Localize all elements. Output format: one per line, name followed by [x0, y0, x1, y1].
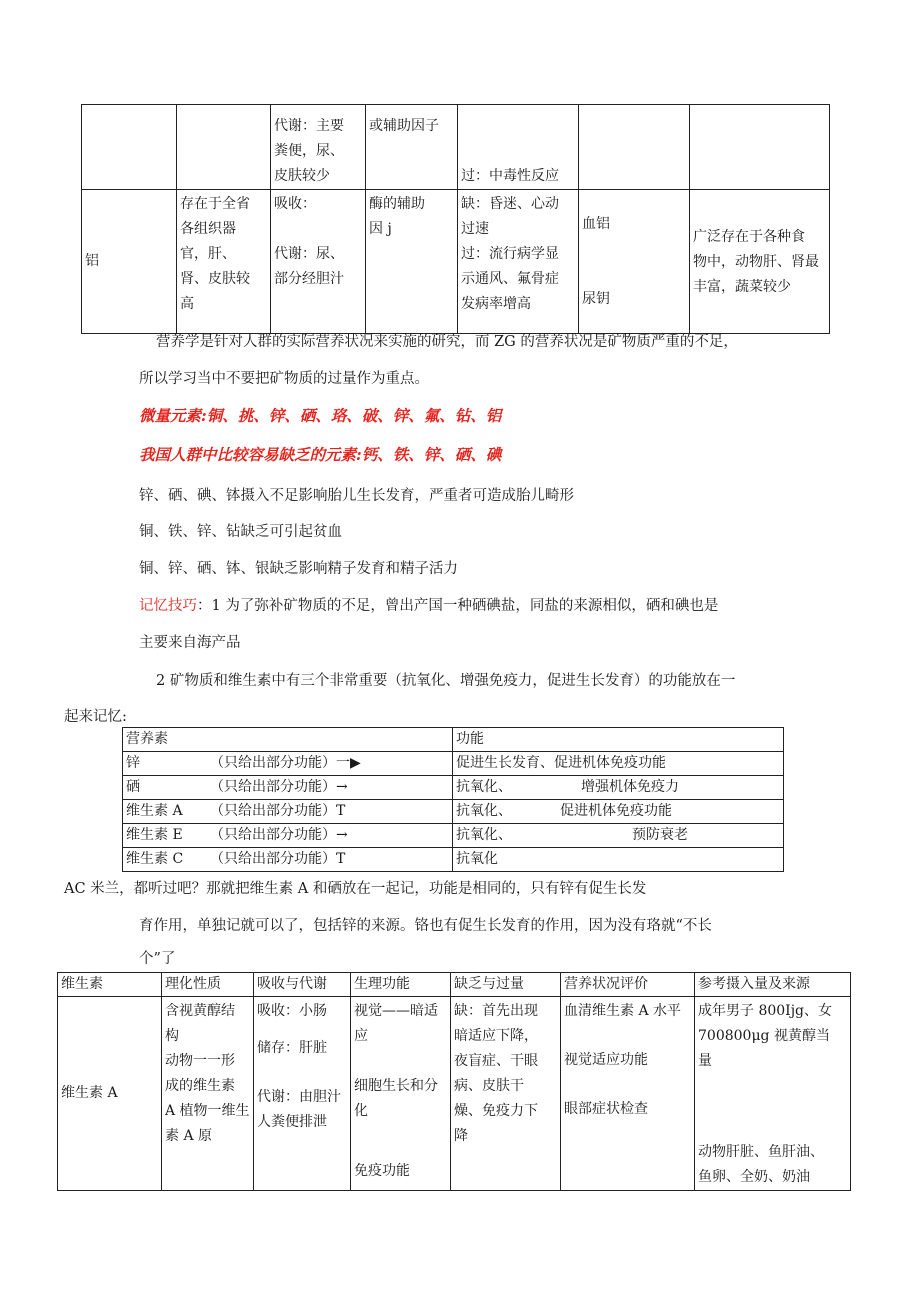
- nutrient-name: 硒: [126, 779, 140, 795]
- cell: [82, 105, 177, 190]
- function-table: [122, 727, 784, 872]
- cell: [690, 105, 830, 190]
- nutrient-note: （只给出部分功能）T: [210, 851, 346, 867]
- nutrient-name: 维生素 C: [126, 851, 184, 867]
- cell-text: 构: [165, 1028, 179, 1044]
- table-row: [82, 105, 830, 190]
- cell-text: 广泛存在于各种食: [693, 229, 805, 245]
- cell-text: 物中，动物肝、肾最: [693, 254, 819, 270]
- cell-text: 鱼卵、全奶、奶油: [698, 1169, 810, 1185]
- cell-text: 部分经胆汁: [274, 271, 344, 287]
- cell-text: 代谢：尿、: [274, 246, 344, 262]
- cell-text: 动物一一形: [165, 1053, 235, 1069]
- paragraph-line: 营养学是针对人群的实际营养状况来实施的研究，而 ZG 的营养状况是矿物质严重的不足，: [156, 334, 738, 350]
- nutrient-note: （只给出部分功能）一▶: [210, 755, 361, 771]
- table-row: [123, 824, 784, 848]
- function-text: 抗氧化、: [456, 827, 512, 843]
- column-header: 吸收与代谢: [254, 973, 351, 997]
- cell-text: 过：中毒性反应: [461, 168, 559, 184]
- cell: [177, 105, 271, 190]
- intake-text: 成年男子 800I: [698, 1003, 791, 1019]
- cell: [58, 997, 162, 1191]
- cell-text: 燥、免疫力下: [454, 1103, 538, 1119]
- intake-text: jg、女: [790, 1003, 833, 1019]
- cell: [351, 997, 451, 1191]
- memo-line: [139, 594, 718, 615]
- function-text: 预防衰老: [632, 827, 688, 843]
- column-header: 缺乏与过量: [451, 973, 561, 997]
- cell: [579, 105, 690, 190]
- cell-text: 细胞生长和分: [354, 1078, 438, 1094]
- cell-text: 眼部症状检查: [564, 1101, 648, 1117]
- trace-elements-heading: 微量元素:铜、挑、锌、硒、珞、破、锌、氟、钻、铝: [139, 406, 502, 425]
- cell: [366, 190, 458, 334]
- cell: [690, 190, 830, 334]
- cell-text: 肾、皮肤较: [180, 271, 250, 287]
- cell: [458, 190, 579, 334]
- table-header-row: [58, 973, 851, 997]
- cell-text: 应: [354, 1028, 368, 1044]
- paragraph-line: 铜、铁、锌、钻缺乏可引起贫血: [139, 524, 342, 540]
- paragraph-line: 主要来自海产品: [139, 635, 241, 651]
- function-cell: [453, 848, 784, 872]
- table-row: [123, 848, 784, 872]
- vitamin-name: 维生素 A: [61, 1085, 118, 1101]
- table-row: [58, 997, 851, 1191]
- function-text: 增强机体免疫力: [581, 779, 679, 795]
- column-header: 生理功能: [351, 973, 451, 997]
- cell-text: 各组织器: [180, 221, 236, 237]
- cell-text: 尿钥: [582, 291, 610, 307]
- cell-text: 化: [354, 1103, 368, 1119]
- cell-text: 暗适应下降，: [454, 1028, 538, 1044]
- cell-text: 成的维生素: [165, 1078, 235, 1094]
- cell: [162, 997, 254, 1191]
- cell-text: 病、皮肤干: [454, 1078, 524, 1094]
- cell: [271, 190, 366, 334]
- column-header: 营养素: [123, 728, 453, 752]
- nutrient-cell: [123, 848, 453, 872]
- cell: [458, 105, 579, 190]
- cell-text: 储存：肝脏: [257, 1040, 327, 1056]
- cell: [695, 997, 851, 1191]
- paragraph-line: 所以学习当中不要把矿物质的过量作为重点。: [139, 371, 429, 387]
- paragraph-line: 起来记忆:: [64, 709, 127, 725]
- function-text: 促进生长发育、促进机体免疫功能: [456, 755, 666, 771]
- cell-text: 量: [698, 1053, 712, 1069]
- nutrient-name: 维生素 E: [126, 827, 183, 843]
- cell-text: 700800μg 视黄醇当: [698, 1028, 830, 1044]
- nutrient-cell: [123, 800, 453, 824]
- function-cell: [453, 752, 784, 776]
- paragraph-line: 个”了: [139, 951, 176, 967]
- function-text: 促进机体免疫功能: [560, 803, 672, 819]
- element-name: 铝: [85, 253, 99, 269]
- function-cell: [453, 800, 784, 824]
- cell: [254, 997, 351, 1191]
- function-text: 抗氧化、: [456, 803, 512, 819]
- nutrient-name: 维生素 A: [126, 803, 183, 819]
- table-row: [82, 190, 830, 334]
- paragraph-line: AC 米兰，都听过吧？那就把维生素 A 和硒放在一起记，功能是相同的，只有锌有促生长发: [64, 881, 647, 897]
- cell-text: 缺：首先出现: [454, 1003, 538, 1019]
- function-cell: [453, 824, 784, 848]
- cell-text: 或辅助因子: [369, 118, 439, 134]
- cell-text: 示通风、氟骨症: [461, 271, 559, 287]
- nutrient-note: （只给出部分功能）→: [210, 779, 348, 795]
- cell: [177, 190, 271, 334]
- cell-text: 素 A 原: [165, 1128, 213, 1144]
- nutrient-cell: [123, 776, 453, 800]
- cell: [561, 997, 695, 1191]
- cell-text: 发病率增高: [461, 296, 531, 312]
- cell-text: 免疫功能: [354, 1163, 410, 1179]
- column-header: 理化性质: [162, 973, 254, 997]
- column-header: 营养状况评价: [561, 973, 695, 997]
- paragraph-line: 2 矿物质和维生素中有三个非常重要（抗氧化、增强免疫力，促进生长发育）的功能放在一: [156, 673, 736, 689]
- cell-text: 血清维生素 A 水平: [564, 1003, 682, 1019]
- cell-text: 夜盲症、干眼: [454, 1053, 538, 1069]
- cell-text: 因 j: [369, 221, 392, 237]
- paragraph-line: 育作用，单独记就可以了，包括锌的来源。铬也有促生长发育的作用，因为没有珞就“不长: [139, 918, 712, 934]
- cell-text: 人粪便排泄: [257, 1114, 327, 1130]
- paragraph-line: 锌、硒、碘、钵摄入不足影响胎儿生长发育，严重者可造成胎儿畸形: [139, 488, 574, 504]
- cell-text: 酶的辅助: [369, 196, 425, 212]
- table-row: [123, 776, 784, 800]
- memo-text: ：1 为了弥补矿物质的不足，曾出产国一种硒碘盐，同盐的来源相似，硒和碘也是: [197, 598, 719, 614]
- column-header: 参考摄入量及来源: [695, 973, 851, 997]
- table-header-row: [123, 728, 784, 752]
- cell-text: 动物肝脏、鱼肝油、: [698, 1144, 824, 1160]
- cell-text: 吸收：小肠: [257, 1003, 327, 1019]
- cell: [451, 997, 561, 1191]
- nutrient-note: （只给出部分功能）T: [210, 803, 346, 819]
- cell-text: 过：流行病学显: [461, 246, 559, 262]
- cell-text: 皮肤较少: [274, 168, 330, 184]
- nutrient-note: （只给出部分功能）→: [210, 827, 348, 843]
- nutrient-name: 锌: [126, 755, 140, 771]
- cell-text: 丰富，蔬菜较少: [693, 279, 791, 295]
- function-cell: [453, 776, 784, 800]
- cell-text: 缺：昏迷、心动: [461, 196, 559, 212]
- table-row: [123, 752, 784, 776]
- cell-text: 视觉适应功能: [564, 1052, 648, 1068]
- memo-label: 记忆技巧: [139, 598, 197, 614]
- cell-text: 视觉——暗适: [354, 1003, 438, 1019]
- cell-text: 降: [454, 1128, 468, 1144]
- cell-text: 过速: [461, 221, 489, 237]
- cell-text: 代谢：主要: [274, 118, 344, 134]
- column-header: 功能: [453, 728, 784, 752]
- cell-text: 吸收：: [274, 196, 316, 212]
- mineral-table: [81, 104, 830, 334]
- cell-text: 代谢：由胆汁: [257, 1089, 341, 1105]
- function-text: 抗氧化: [456, 851, 498, 867]
- cell-text: 粪便，尿、: [274, 143, 344, 159]
- nutrient-cell: [123, 752, 453, 776]
- cell-text: 含视黄醇结: [165, 1003, 235, 1019]
- cell: [579, 190, 690, 334]
- cell: [271, 105, 366, 190]
- table-row: [123, 800, 784, 824]
- cell-text: A 植物一维生: [165, 1103, 250, 1119]
- function-text: 抗氧化、: [456, 779, 512, 795]
- cell-text: [698, 999, 847, 1024]
- cell-text: 存在于全省: [180, 196, 250, 212]
- cell: [366, 105, 458, 190]
- cell: [82, 190, 177, 334]
- nutrient-cell: [123, 824, 453, 848]
- cell-text: 官，肝、: [180, 246, 236, 262]
- cell-text: 血铝: [582, 216, 610, 232]
- deficient-elements-heading: 我国人群中比较容易缺乏的元素:钙、铁、锌、硒、碘: [139, 445, 502, 464]
- cell-text: 高: [180, 296, 194, 312]
- column-header: 维生素: [58, 973, 162, 997]
- paragraph-line: 铜、锌、硒、钵、银缺乏影响精子发育和精子活力: [139, 561, 458, 577]
- vitamin-table: [57, 972, 851, 1191]
